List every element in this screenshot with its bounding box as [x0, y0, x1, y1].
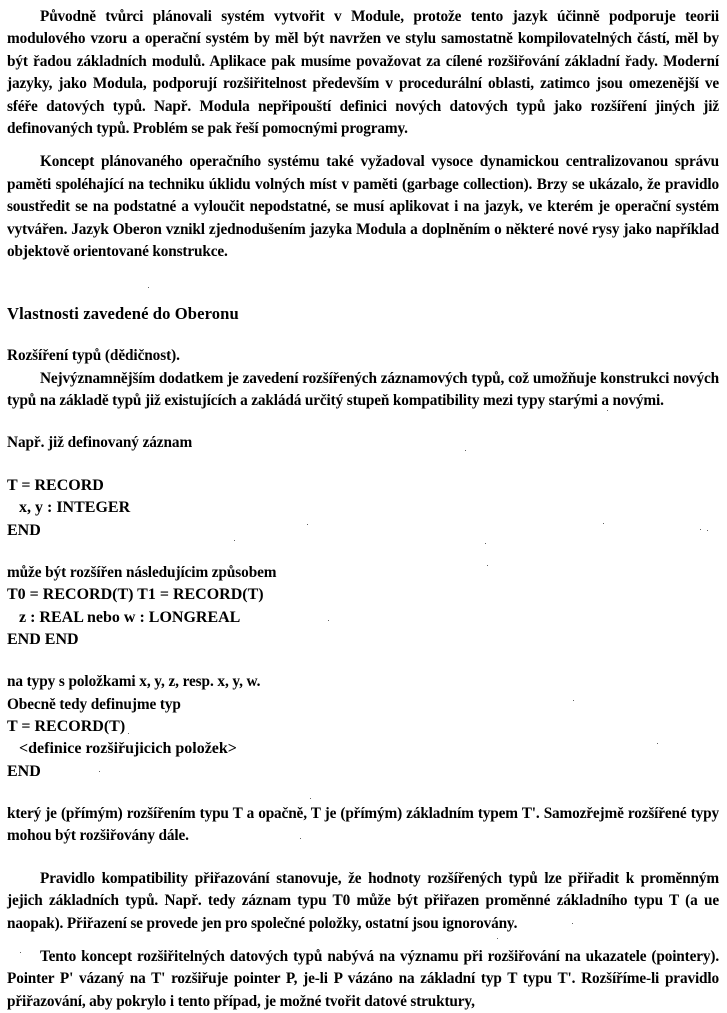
paragraph-pointers: Tento koncept rozšiřitelných datových typů nabývá na významu při rozšiřování na ukazatele (pointery). Pointer P' vázaný na T' rozšiřuje pointer P, je-li P vázáno na základní typ T typu T'. Rozšíříme-li pravidlo přiřazování, aby pokrylo i tento případ, je možné tvořit datové struktury,	[7, 947, 719, 1010]
paragraph-spacer	[7, 140, 719, 151]
document-text-column	[7, 6, 719, 1013]
paragraph-spacer-2	[7, 848, 719, 868]
paragraph-extended-record-types: Nejvýznamnějším dodatkem je zavedení rozšířených záznamových typů, což umožňuje konstrukci nových typů na základě typů již existujících a zakládá určitý stupeň kompatibility mezi typy starými a novými.	[7, 369, 719, 410]
line-resulting-types: na typy s položkami x, y, z, resp. x, y, w.	[7, 673, 261, 691]
paragraph-spacer-3	[7, 935, 719, 946]
line-extension-intro: může být rozšířen následujícim způsobem	[7, 563, 277, 581]
section-spacer	[7, 263, 719, 303]
code-spacer-4	[7, 783, 719, 803]
paragraph-original-creators: Původně tvůrci plánovali systém vytvořit v Module, protože tento jazyk účinně podporuje teorii modulového vzoru a operační systém by měl být navržen ve stylu samostatně kompilovatelných částí, měl by být řadou základních modulů. Aplikace pak musíme považovat za cílené rozšiřování základní řady. Moderní jazyky, jako Modula, podporují rozšiřitelnost především v procedurální oblasti, zatimco jsou omezenější ve sféře datových typů. Např. Modula nepřipouští definici nových datových typů jako rozšíření jiných již definovaných typů. Problém se pak řeší pomocnými programy.	[7, 8, 719, 138]
code-line-generic-end: END	[7, 762, 41, 780]
code-line-real-longreal: z : REAL nebo w : LONGREAL	[7, 608, 241, 626]
code-line-end-end: END END	[7, 630, 79, 648]
section-heading-oberon-properties: Vlastnosti zavedené do Oberonu	[7, 304, 239, 324]
line-general-definition: Obecně tedy definujme typ	[7, 695, 181, 713]
code-line-extension-placeholder: <definice rozšiřujicich položek>	[7, 740, 237, 758]
line-example-intro: Např. již definovaný záznam	[7, 434, 193, 452]
code-spacer-1	[7, 455, 719, 475]
code-spacer-2	[7, 542, 719, 562]
code-spacer-3	[7, 651, 719, 671]
subheading-type-extension: Rozšíření typů (dědičnost).	[7, 347, 180, 365]
code-line-generic-record: T = RECORD(T)	[7, 717, 126, 735]
code-line-record-end: END	[7, 521, 41, 539]
paragraph-assignment-compatibility: Pravidlo kompatibility přiřazování stanovuje, že hodnoty rozšířených typů lze přiřadit k proměnným jejich základních typů. Např. tedy záznam typu T0 může být přiřazen proměnné základního typu T (a ue naopak). Přiřazení se provede jen pro společné položky, ostatní jsou ignorovány.	[7, 869, 719, 932]
code-line-t0-t1-record: T0 = RECORD(T) T1 = RECORD(T)	[7, 586, 264, 604]
code-line-record-fields: x, y : INTEGER	[7, 499, 131, 517]
code-line-record-open: T = RECORD	[7, 476, 104, 494]
heading-spacer	[7, 325, 719, 345]
example-spacer	[7, 412, 719, 432]
paragraph-direct-extension: který je (přímým) rozšířením typu T a opačně, T je (přímým) základním typem T'. Samozřejmě rozšířené typy mohou být rozšiřovány dále.	[7, 804, 719, 845]
paragraph-memory-concept: Koncept plánovaného operačního systému také vyžadoval vysoce dynamickou centralizovanou správu paměti spoléhající na techniku úklidu volných míst v paměti (garbage collection). Brzy se ukázalo, že pravidlo soustředit se na podstatné a vyloučit nepodstatné, se musí aplikovat i na jazyk, ve kterém je operační systém vytvářen. Jazyk Oberon vznikl zjednodušením jazyka Modula a doplněním o některé nové rysy jako například objektově orientované konstrukce.	[7, 153, 719, 261]
